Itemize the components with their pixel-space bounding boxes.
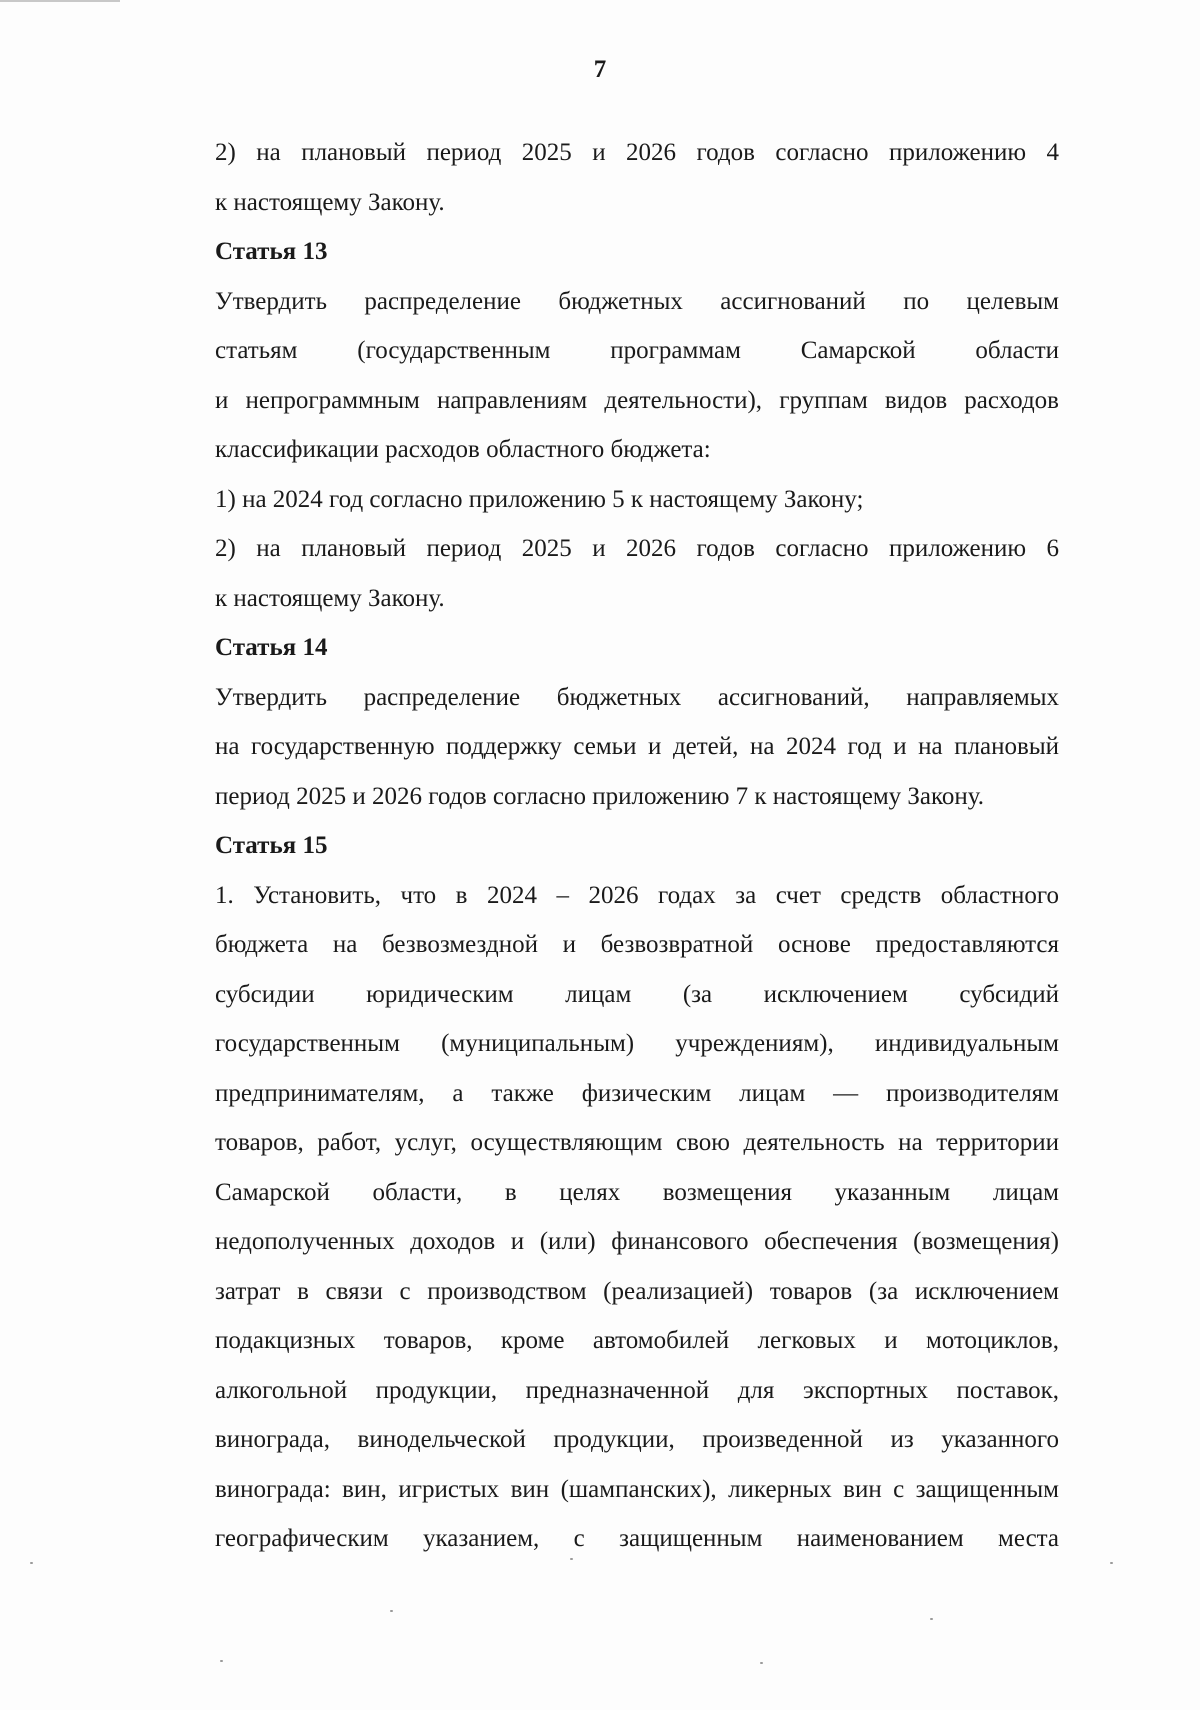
paragraph-item-2 <box>143 524 1059 623</box>
text-line: винограда, винодельческой продукции, произведенной из указанного <box>215 1426 1059 1453</box>
paragraph-article-15 <box>143 871 1059 1564</box>
text-line: и непрограммным направлениям деятельности), группам видов расходов <box>215 386 1059 414</box>
scan-speck <box>30 1562 33 1564</box>
scan-speck <box>1110 1562 1113 1564</box>
scan-edge-mark <box>0 0 120 2</box>
text-line: государственным (муниципальным) учреждениям), индивидуальным <box>215 1030 1059 1057</box>
scan-speck <box>930 1618 933 1620</box>
page-number: 7 <box>593 56 607 83</box>
article-heading: Статья 13 <box>215 238 328 265</box>
text-line: Самарской области, в целях возмещения указанным лицам <box>215 1178 1059 1206</box>
scan-speck <box>760 1662 763 1664</box>
text-line: алкогольной продукции, предназначенной для экспортных поставок, <box>215 1376 1059 1404</box>
scan-speck <box>390 1610 393 1612</box>
paragraph-appendix-4 <box>143 128 1059 227</box>
text-line: 1) на 2024 год согласно приложению 5 к настоящему Закону; <box>215 485 864 513</box>
text-line: классификации расходов областного бюджета: <box>215 436 711 463</box>
text-line: статьям (государственным программам Самарской области <box>215 337 1059 364</box>
text-line: бюджета на безвозмездной и безвозвратной основе предоставляются <box>215 931 1059 958</box>
text-line: субсидии юридическим лицам (за исключением субсидий <box>215 980 1059 1008</box>
document-body <box>143 128 1059 1564</box>
text-line: затрат в связи с производством (реализацией) товаров (за исключением <box>215 1277 1059 1305</box>
text-line: недополученных доходов и (или) финансового обеспечения (возмещения) <box>215 1228 1059 1255</box>
text-line: к настоящему Закону. <box>215 584 445 612</box>
text-line: винограда: вин, игристых вин (шампанских), ликерных вин с защищенным <box>215 1475 1059 1503</box>
text-line: 2) на плановый период 2025 и 2026 годов согласно приложению 4 <box>215 139 1059 166</box>
article-heading: Статья 15 <box>215 832 328 859</box>
text-line: подакцизных товаров, кроме автомобилей легковых и мотоциклов, <box>215 1327 1059 1354</box>
text-line: товаров, работ, услуг, осуществляющим свою деятельность на территории <box>215 1129 1059 1156</box>
text-line: на государственную поддержку семьи и детей, на 2024 год и на плановый <box>215 733 1059 760</box>
paragraph-article-14 <box>143 673 1059 822</box>
text-line: географическим указанием, с защищенным наименованием места <box>215 1525 1059 1552</box>
paragraph-article-13 <box>143 277 1059 475</box>
scan-speck <box>570 1558 573 1560</box>
article-heading: Статья 14 <box>215 634 328 661</box>
text-line: Утвердить распределение бюджетных ассигнований, направляемых <box>215 683 1059 711</box>
text-line: период 2025 и 2026 годов согласно приложению 7 к настоящему Закону. <box>215 782 985 810</box>
text-line: к настоящему Закону. <box>215 188 445 216</box>
paragraph-item-1 <box>143 475 1059 525</box>
text-line: 2) на плановый период 2025 и 2026 годов согласно приложению 6 <box>215 535 1059 562</box>
text-line: предпринимателям, а также физическим лицам — производителям <box>215 1079 1059 1107</box>
scan-speck <box>220 1660 223 1662</box>
text-line: 1. Установить, что в 2024 – 2026 годах за счет средств областного <box>215 881 1059 909</box>
text-line: Утвердить распределение бюджетных ассигнований по целевым <box>215 287 1059 315</box>
